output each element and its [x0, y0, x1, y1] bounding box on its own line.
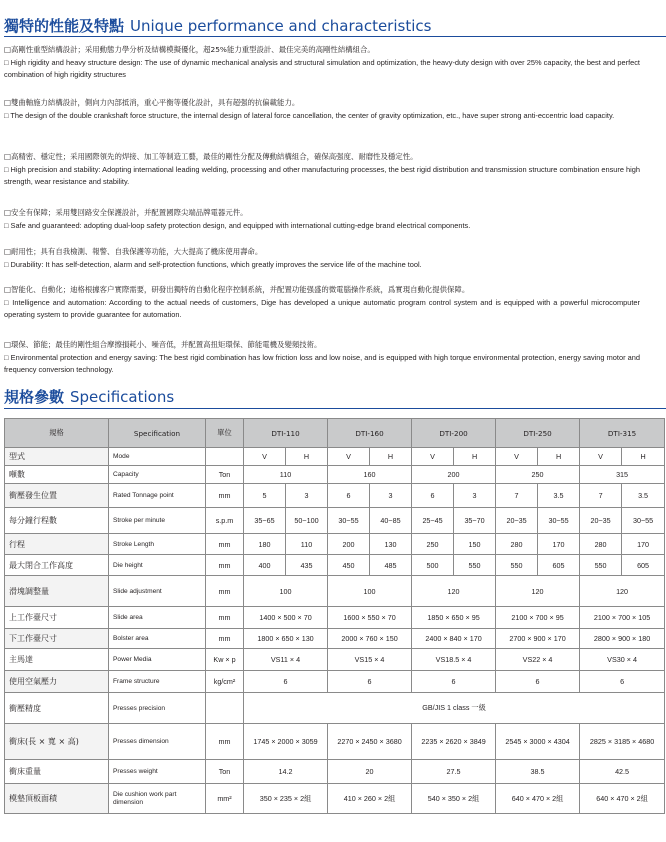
spec-label-zh: 模墊頂板面積	[5, 784, 109, 814]
spec-unit: Ton	[206, 760, 244, 784]
spec-value: 550	[454, 555, 496, 576]
spec-value: 7	[580, 484, 622, 508]
feature-item	[4, 151, 640, 189]
spec-label-zh: 型式	[5, 448, 109, 466]
spec-value: 6	[580, 671, 665, 693]
spec-row	[5, 466, 665, 484]
spec-value: 280	[496, 534, 538, 555]
feature-zh: □智能化、自動化；迪格根據客户實際需要，研發出獨特的自動化程序控制系統，并配置功能强盛的微電腦操作系統，爲實現自動化提供保障。	[4, 285, 470, 294]
specs-title-en: Specifications	[70, 388, 175, 406]
specs-title-zh: 規格參數	[4, 388, 65, 406]
feature-zh: □高精密、穩定性；采用國際領先的焊接、加工等制造工藝，最佳的剛性分配及傳動結構組合，確保高强度、耐磨性及穩定性。	[4, 152, 418, 161]
spec-value: 200	[412, 466, 496, 484]
spec-value: 35~70	[454, 508, 496, 534]
spec-row	[5, 629, 665, 649]
spec-value: 42.5	[580, 760, 665, 784]
spec-unit: mm	[206, 629, 244, 649]
spec-row	[5, 724, 665, 760]
spec-value: 20~35	[496, 508, 538, 534]
feature-en: □ The design of the double crankshaft force structure, the internal design of lateral force cancellation, the center of gravity optimization, etc., have super strong anti-eccentric load capacity.	[4, 110, 615, 120]
spec-label-en: Rated Tonnage point	[109, 484, 206, 508]
spec-value: 170	[538, 534, 580, 555]
spec-row	[5, 508, 665, 534]
spec-unit: mm	[206, 576, 244, 607]
spec-value: 2100 × 700 × 105	[580, 607, 665, 629]
spec-value: 485	[370, 555, 412, 576]
spec-label-zh: 滑塊調整量	[5, 576, 109, 607]
spec-value: H	[622, 448, 665, 466]
spec-value: V	[580, 448, 622, 466]
spec-row	[5, 607, 665, 629]
header-model: DTI-200	[412, 419, 496, 448]
spec-label-zh: 最大閉合工作高度	[5, 555, 109, 576]
spec-label-en: Capacity	[109, 466, 206, 484]
spec-row	[5, 534, 665, 555]
spec-unit: kg/cm²	[206, 671, 244, 693]
spec-row	[5, 760, 665, 784]
feature-en: □ Environmental protection and energy saving: The best rigid combination has low friction loss and low noise, and is equipped with high torque environmental protection, energy saving motor and frequency conversion technology.	[4, 352, 640, 374]
spec-unit: s.p.m	[206, 508, 244, 534]
spec-value: 400	[244, 555, 286, 576]
feature-en: □ High precision and stability: Adopting international leading welding, processing and other manufacturing processes, the best rigid distribution and transmission structure combination ensure high strength, wear resistance and stability.	[4, 164, 640, 186]
spec-row	[5, 484, 665, 508]
spec-value: VS30 × 4	[580, 649, 665, 671]
spec-value: 605	[538, 555, 580, 576]
feature-item	[4, 339, 640, 377]
features-title	[4, 15, 431, 36]
spec-value: 6	[412, 671, 496, 693]
feature-zh: □環保、節能；最佳的剛性組合摩擦損耗小、噪音低，并配置高扭矩環保、節能電機及變頻技術。	[4, 340, 322, 349]
header-spec-zh: 規格	[5, 419, 109, 448]
spec-value: 605	[622, 555, 665, 576]
spec-label-en: Slide adjustment	[109, 576, 206, 607]
spec-value: 1800 × 650 × 130	[244, 629, 328, 649]
spec-value: 6	[496, 671, 580, 693]
spec-value: V	[244, 448, 286, 466]
spec-row	[5, 693, 665, 724]
spec-label-en: Slide area	[109, 607, 206, 629]
spec-unit	[206, 448, 244, 466]
spec-value: 14.2	[244, 760, 328, 784]
spec-value: 7	[496, 484, 538, 508]
specs-title-rule	[4, 408, 666, 409]
spec-row	[5, 784, 665, 814]
spec-label-en: Presses dimension	[109, 724, 206, 760]
spec-value: 3	[286, 484, 328, 508]
spec-unit: mm	[206, 534, 244, 555]
spec-value: 2700 × 900 × 170	[496, 629, 580, 649]
feature-en: □ Intelligence and automation: According to the actual needs of customers, Dige has developed a unique automatic program control system and is equipped with a powerful microcomputer operating system to provide guarantee for automation.	[4, 297, 640, 319]
spec-label-zh: 上工作臺尺寸	[5, 607, 109, 629]
spec-value: 2400 × 840 × 170	[412, 629, 496, 649]
spec-value: 100	[244, 576, 328, 607]
spec-value: 150	[454, 534, 496, 555]
spec-row	[5, 555, 665, 576]
spec-row	[5, 649, 665, 671]
spec-value: 2270 × 2450 × 3680	[328, 724, 412, 760]
spec-unit: mm²	[206, 784, 244, 814]
spec-value: 1600 × 550 × 70	[328, 607, 412, 629]
spec-value: 2000 × 760 × 150	[328, 629, 412, 649]
spec-value: 1745 × 2000 × 3059	[244, 724, 328, 760]
spec-value: 6	[328, 671, 412, 693]
spec-value: 6	[244, 671, 328, 693]
spec-value: 35~65	[244, 508, 286, 534]
spec-label-en: Stroke per minute	[109, 508, 206, 534]
spec-value: 2235 × 2620 × 3849	[412, 724, 496, 760]
spec-value: 2800 × 900 × 180	[580, 629, 665, 649]
spec-value: GB/JIS 1 class 一級	[244, 693, 665, 724]
feature-item	[4, 44, 640, 82]
spec-value: 180	[244, 534, 286, 555]
spec-label-en: Power Media	[109, 649, 206, 671]
feature-en: □ High rigidity and heavy structure design: The use of dynamic mechanical analysis and structural simulation and optimization, the heavy-duty design with over 25% capacity, the best and perfect combination of high rigidity structures	[4, 57, 640, 79]
spec-value: H	[538, 448, 580, 466]
spec-value: V	[412, 448, 454, 466]
spec-unit	[206, 693, 244, 724]
spec-value: 280	[580, 534, 622, 555]
feature-zh: □雙曲軸施力結構設計，側向力內部抵消，重心平衡等優化設計，具有超强的抗偏載能力。	[4, 98, 300, 107]
spec-label-zh: 衝壓發生位置	[5, 484, 109, 508]
spec-label-en: Mode	[109, 448, 206, 466]
spec-value: 640 × 470 × 2組	[496, 784, 580, 814]
feature-item	[4, 97, 640, 122]
spec-value: 2545 × 3000 × 4304	[496, 724, 580, 760]
spec-value: 3.5	[538, 484, 580, 508]
spec-unit: mm	[206, 724, 244, 760]
spec-label-en: Frame structure	[109, 671, 206, 693]
spec-value: 200	[328, 534, 370, 555]
spec-value: 250	[412, 534, 454, 555]
spec-label-en: Die height	[109, 555, 206, 576]
spec-value: 110	[286, 534, 328, 555]
spec-value: 6	[412, 484, 454, 508]
spec-row	[5, 448, 665, 466]
spec-value: 550	[580, 555, 622, 576]
feature-item	[4, 284, 640, 322]
spec-value: 410 × 260 × 2組	[328, 784, 412, 814]
feature-item	[4, 207, 640, 232]
spec-value: 500	[412, 555, 454, 576]
spec-value: 110	[244, 466, 328, 484]
features-title-en: Unique performance and characteristics	[130, 17, 432, 35]
feature-zh: □安全有保障；采用雙回路安全保護設計，并配置國際尖端品牌電器元件。	[4, 208, 248, 217]
spec-value: 3	[370, 484, 412, 508]
spec-value: 1400 × 500 × 70	[244, 607, 328, 629]
spec-value: 50~100	[286, 508, 328, 534]
spec-label-en: Bolster area	[109, 629, 206, 649]
spec-value: 30~55	[328, 508, 370, 534]
spec-value: 435	[286, 555, 328, 576]
spec-label-zh: 使用空氣壓力	[5, 671, 109, 693]
spec-value: 130	[370, 534, 412, 555]
spec-value: H	[454, 448, 496, 466]
spec-value: VS18.5 × 4	[412, 649, 496, 671]
spec-label-en: Die cushion work part dimension	[109, 784, 206, 814]
spec-value: 120	[580, 576, 665, 607]
spec-value: VS22 × 4	[496, 649, 580, 671]
header-model: DTI-250	[496, 419, 580, 448]
header-spec-en: Specification	[109, 419, 206, 448]
feature-en: □ Safe and guaranteed: adopting dual-loop safety protection design, and equipped with international cutting-edge brand electrical components.	[4, 220, 471, 230]
spec-value: 5	[244, 484, 286, 508]
spec-value: H	[370, 448, 412, 466]
spec-value: 100	[328, 576, 412, 607]
spec-value: V	[496, 448, 538, 466]
spec-row	[5, 576, 665, 607]
spec-label-zh: 衝床重量	[5, 760, 109, 784]
spec-label-en: Presses weight	[109, 760, 206, 784]
spec-value: 27.5	[412, 760, 496, 784]
features-title-zh: 獨特的性能及特點	[4, 17, 125, 35]
spec-label-zh: 每分鐘行程數	[5, 508, 109, 534]
spec-label-zh: 衝壓精度	[5, 693, 109, 724]
spec-value: 25~45	[412, 508, 454, 534]
spec-value: H	[286, 448, 328, 466]
specs-title	[4, 386, 174, 407]
spec-unit: mm	[206, 607, 244, 629]
spec-label-en: Presses precision	[109, 693, 206, 724]
header-unit: 單位	[206, 419, 244, 448]
features-title-rule	[4, 36, 666, 37]
spec-label-en: Stroke Length	[109, 534, 206, 555]
spec-value: 3.5	[622, 484, 665, 508]
spec-unit: mm	[206, 555, 244, 576]
spec-value: 120	[496, 576, 580, 607]
spec-value: 30~55	[622, 508, 665, 534]
header-model: DTI-160	[328, 419, 412, 448]
feature-en: □ Durability: It has self-detection, alarm and self-protection functions, which greatly improves the service life of the machine tool.	[4, 259, 422, 269]
spec-value: 170	[622, 534, 665, 555]
spec-unit: Ton	[206, 466, 244, 484]
spec-value: V	[328, 448, 370, 466]
spec-value: 30~55	[538, 508, 580, 534]
spec-unit: Kw × p	[206, 649, 244, 671]
spec-label-zh: 衝床(長 × 寬 × 高)	[5, 724, 109, 760]
spec-label-zh: 下工作臺尺寸	[5, 629, 109, 649]
spec-label-zh: 行程	[5, 534, 109, 555]
spec-value: 3	[454, 484, 496, 508]
spec-value: 350 × 235 × 2組	[244, 784, 328, 814]
spec-value: 20~35	[580, 508, 622, 534]
spec-value: 640 × 470 × 2組	[580, 784, 665, 814]
spec-value: 2100 × 700 × 95	[496, 607, 580, 629]
spec-value: 250	[496, 466, 580, 484]
spec-value: 540 × 350 × 2組	[412, 784, 496, 814]
spec-value: 450	[328, 555, 370, 576]
header-model: DTI-110	[244, 419, 328, 448]
spec-label-zh: 主馬達	[5, 649, 109, 671]
spec-value: 6	[328, 484, 370, 508]
spec-value: VS11 × 4	[244, 649, 328, 671]
spec-header-row	[5, 419, 665, 448]
header-model: DTI-315	[580, 419, 665, 448]
spec-value: 120	[412, 576, 496, 607]
spec-unit: mm	[206, 484, 244, 508]
spec-value: 20	[328, 760, 412, 784]
spec-value: 315	[580, 466, 665, 484]
spec-value: 2825 × 3185 × 4680	[580, 724, 665, 760]
feature-zh: □耐用性；具有自我檢測、報警、自我保護等功能，大大提高了機床使用壽命。	[4, 247, 263, 256]
spec-value: 160	[328, 466, 412, 484]
spec-value: VS15 × 4	[328, 649, 412, 671]
spec-value: 40~85	[370, 508, 412, 534]
spec-value: 38.5	[496, 760, 580, 784]
feature-zh: □高剛性重型結構設計；采用動態力學分析及結構模擬優化，超25%能力重型設計、最佳完美的高剛性結構組合。	[4, 45, 375, 54]
spec-value: 1850 × 650 × 95	[412, 607, 496, 629]
spec-table	[4, 418, 665, 814]
feature-item	[4, 246, 640, 271]
spec-value: 550	[496, 555, 538, 576]
spec-label-zh: 噸數	[5, 466, 109, 484]
spec-row	[5, 671, 665, 693]
